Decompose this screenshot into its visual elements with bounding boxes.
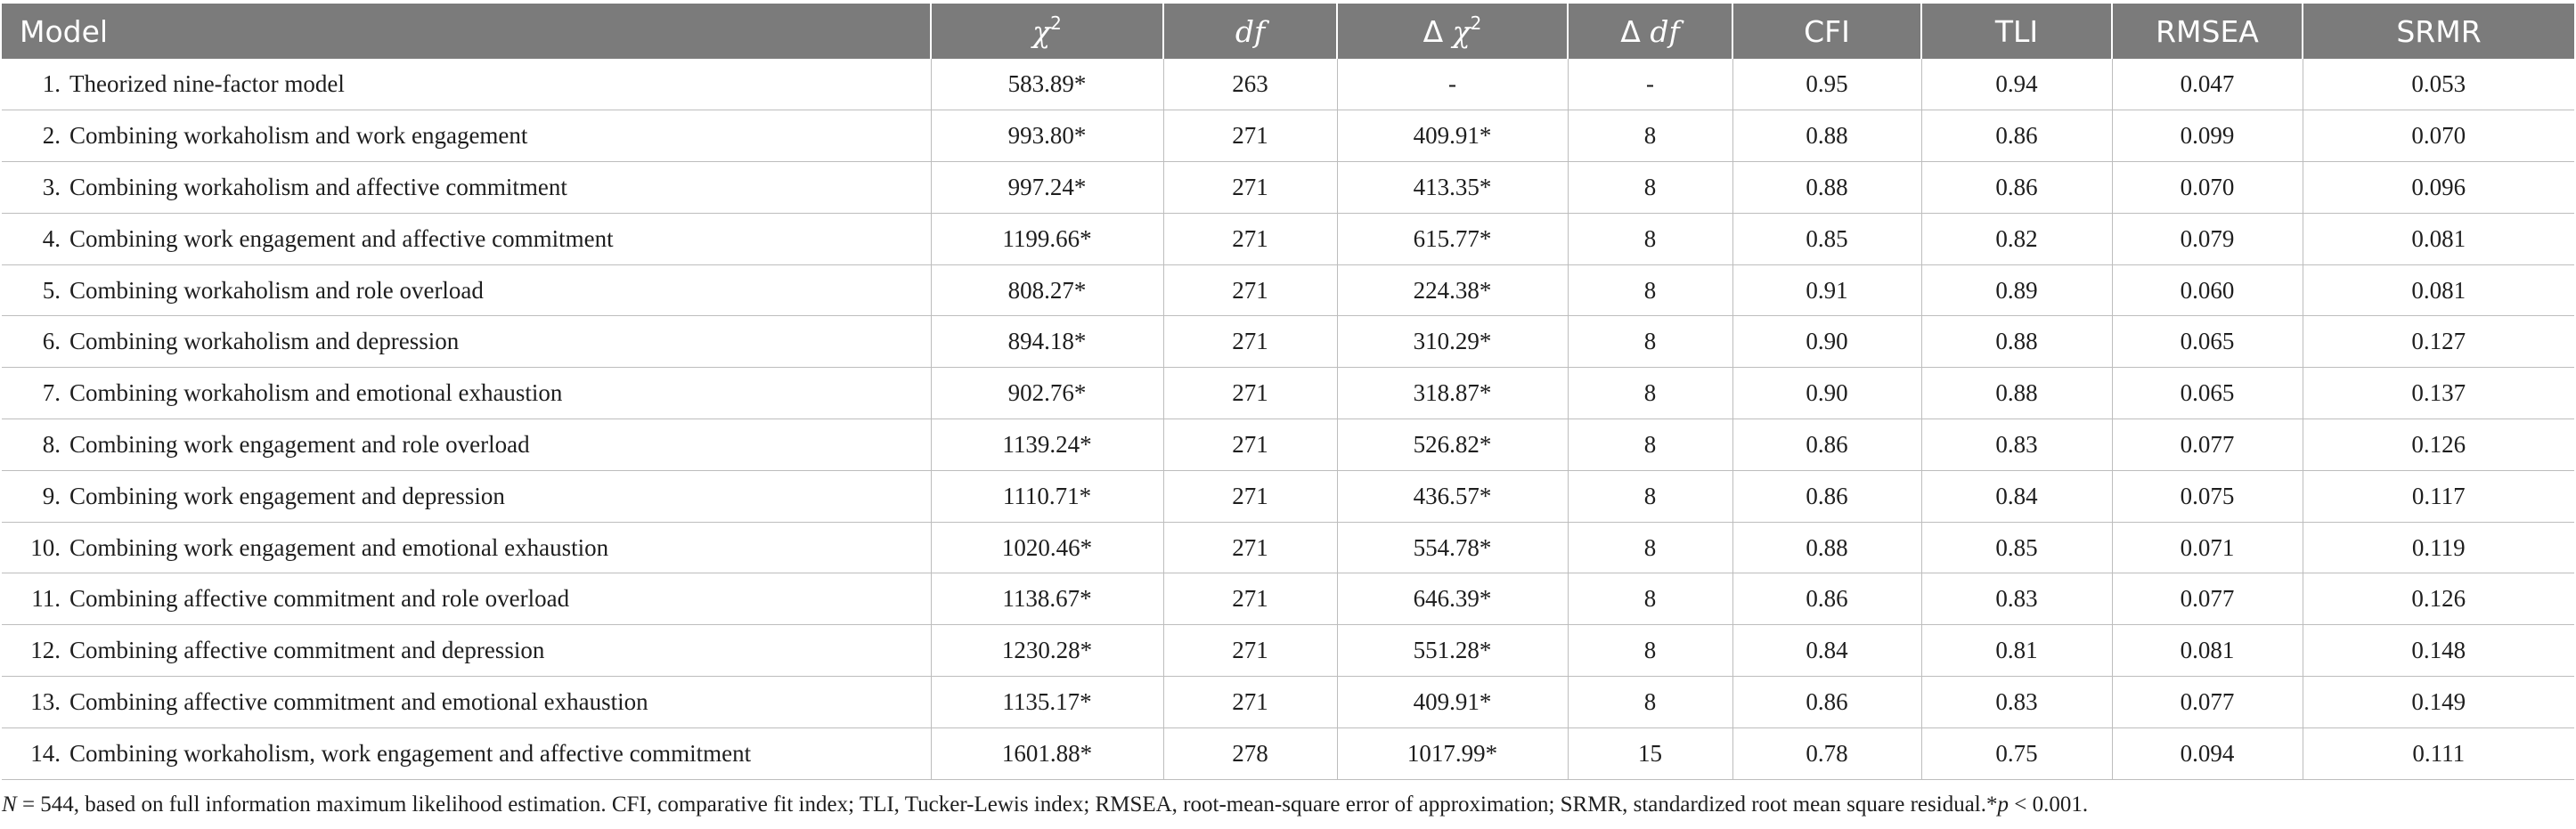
cell-chi-square: 1138.67*	[931, 573, 1163, 625]
cell-cfi: 0.86	[1732, 470, 1921, 522]
cell-rmsea: 0.094	[2112, 727, 2303, 779]
cell-model	[2, 625, 931, 677]
cell-model	[2, 368, 931, 419]
model-name: Theorized nine-factor model	[69, 70, 345, 98]
cell-delta-chi-square: 413.35*	[1337, 162, 1568, 214]
header-rmsea: RMSEA	[2112, 4, 2303, 59]
cell-srmr: 0.117	[2303, 470, 2574, 522]
table-row	[2, 573, 2574, 625]
model-name: Combining affective commitment and emotional exhaustion	[69, 687, 648, 715]
cell-srmr: 0.096	[2303, 162, 2574, 214]
cell-srmr: 0.149	[2303, 677, 2574, 728]
cell-df: 271	[1163, 162, 1337, 214]
row-number: 1.	[42, 70, 61, 98]
cell-tli: 0.94	[1921, 59, 2112, 110]
cell-tli: 0.83	[1921, 419, 2112, 471]
row-number: 7.	[42, 379, 61, 407]
row-number: 6.	[42, 328, 61, 355]
table-row	[2, 368, 2574, 419]
cell-delta-df: 8	[1568, 316, 1732, 368]
cell-df: 263	[1163, 59, 1337, 110]
table-row	[2, 59, 2574, 110]
cell-rmsea: 0.060	[2112, 264, 2303, 316]
cell-delta-df: 8	[1568, 264, 1732, 316]
cell-rmsea: 0.047	[2112, 59, 2303, 110]
cell-rmsea: 0.070	[2112, 162, 2303, 214]
cell-df: 271	[1163, 419, 1337, 471]
cell-delta-df: -	[1568, 59, 1732, 110]
cell-delta-chi-square: 409.91*	[1337, 110, 1568, 162]
cell-cfi: 0.85	[1732, 213, 1921, 264]
table-footnote	[2, 792, 2088, 817]
cell-cfi: 0.90	[1732, 368, 1921, 419]
cell-model	[2, 162, 931, 214]
delta-symbol: Δ	[1620, 13, 1641, 49]
footnote-p-text: < 0.001.	[2009, 792, 2089, 817]
cell-delta-chi-square: 551.28*	[1337, 625, 1568, 677]
header-srmr: SRMR	[2396, 13, 2482, 49]
cell-tli: 0.75	[1921, 727, 2112, 779]
cell-chi-square: 583.89*	[931, 59, 1163, 110]
cell-srmr: 0.053	[2303, 59, 2574, 110]
row-number: 5.	[42, 276, 61, 304]
model-name: Combining workaholism and emotional exhaustion	[69, 379, 563, 407]
model-name: Combining affective commitment and role overload	[69, 585, 570, 613]
cell-cfi: 0.88	[1732, 110, 1921, 162]
cell-delta-chi-square: 526.82*	[1337, 419, 1568, 471]
header-chi-square	[931, 4, 1163, 59]
cell-chi-square: 808.27*	[931, 264, 1163, 316]
table-row	[2, 264, 2574, 316]
cell-tli: 0.85	[1921, 522, 2112, 573]
cell-srmr: 0.081	[2303, 213, 2574, 264]
cell-tli: 0.88	[1921, 368, 2112, 419]
cell-delta-df: 8	[1568, 213, 1732, 264]
row-number: 3.	[42, 173, 61, 200]
cell-model	[2, 419, 931, 471]
header-df	[1163, 4, 1337, 59]
table-row	[2, 110, 2574, 162]
row-number: 13.	[30, 687, 61, 715]
cell-srmr: 0.126	[2303, 419, 2574, 471]
cell-srmr: 0.127	[2303, 316, 2574, 368]
header-delta-df	[1568, 4, 1732, 59]
chi-superscript: 2	[1050, 12, 1062, 34]
cell-srmr: 0.081	[2303, 264, 2574, 316]
cell-cfi: 0.90	[1732, 316, 1921, 368]
cell-model	[2, 264, 931, 316]
cell-chi-square: 1020.46*	[931, 522, 1163, 573]
cell-chi-square: 902.76*	[931, 368, 1163, 419]
row-number: 11.	[31, 585, 61, 613]
cell-chi-square: 1135.17*	[931, 677, 1163, 728]
cell-df: 271	[1163, 470, 1337, 522]
cell-chi-square: 1110.71*	[931, 470, 1163, 522]
table-row	[2, 213, 2574, 264]
cell-model	[2, 213, 931, 264]
model-name: Combining work engagement and affective commitment	[69, 224, 614, 252]
cell-srmr: 0.070	[2303, 110, 2574, 162]
cell-tli: 0.88	[1921, 316, 2112, 368]
header-model: Model	[2, 4, 931, 59]
cell-cfi: 0.86	[1732, 677, 1921, 728]
cell-cfi: 0.88	[1732, 162, 1921, 214]
cell-tli: 0.89	[1921, 264, 2112, 316]
cell-model	[2, 316, 931, 368]
cell-cfi: 0.86	[1732, 419, 1921, 471]
model-name: Combining workaholism, work engagement and affective commitment	[69, 739, 752, 767]
cell-model	[2, 677, 931, 728]
table-row	[2, 162, 2574, 214]
chi-symbol: χ	[1032, 13, 1051, 49]
row-number: 9.	[42, 482, 61, 509]
model-name: Combining work engagement and depression	[69, 482, 505, 509]
cell-delta-chi-square: 318.87*	[1337, 368, 1568, 419]
table-body	[2, 59, 2574, 779]
cell-rmsea: 0.077	[2112, 573, 2303, 625]
cell-model	[2, 59, 931, 110]
row-number: 4.	[42, 224, 61, 252]
cell-tli: 0.84	[1921, 470, 2112, 522]
cell-delta-chi-square: 615.77*	[1337, 213, 1568, 264]
cell-df: 271	[1163, 213, 1337, 264]
cell-chi-square: 894.18*	[931, 316, 1163, 368]
cell-rmsea: 0.071	[2112, 522, 2303, 573]
model-name: Combining workaholism and affective commitment	[69, 173, 567, 200]
header-tli: TLI	[1921, 4, 2112, 59]
cell-delta-chi-square: 409.91*	[1337, 677, 1568, 728]
cell-cfi: 0.91	[1732, 264, 1921, 316]
table-row	[2, 727, 2574, 779]
table-row	[2, 625, 2574, 677]
cell-delta-df: 8	[1568, 522, 1732, 573]
cell-delta-df: 15	[1568, 727, 1732, 779]
cell-delta-chi-square: 436.57*	[1337, 470, 1568, 522]
cell-srmr: 0.111	[2303, 727, 2574, 779]
footnote-n-label: N	[2, 792, 17, 817]
table-row	[2, 522, 2574, 573]
cell-delta-chi-square: 224.38*	[1337, 264, 1568, 316]
cell-df: 271	[1163, 368, 1337, 419]
footnote-main-text: = 544, based on full information maximum likelihood estimation. CFI, comparative fit index; TLI, Tucker-Lewis index; RMSEA, root-mean-square error of approximation; SRMR, standardized root mean square residual.*	[16, 792, 1998, 817]
cell-srmr: 0.148	[2303, 625, 2574, 677]
cell-delta-df: 8	[1568, 162, 1732, 214]
cell-delta-df: 8	[1568, 470, 1732, 522]
cell-delta-df: 8	[1568, 368, 1732, 419]
cell-delta-chi-square: 646.39*	[1337, 573, 1568, 625]
cell-delta-chi-square: -	[1337, 59, 1568, 110]
cell-chi-square: 1601.88*	[931, 727, 1163, 779]
cell-cfi: 0.86	[1732, 573, 1921, 625]
cell-tli: 0.83	[1921, 573, 2112, 625]
cell-chi-square: 1230.28*	[931, 625, 1163, 677]
cell-srmr: 0.119	[2303, 522, 2574, 573]
cell-rmsea: 0.099	[2112, 110, 2303, 162]
cell-delta-df: 8	[1568, 110, 1732, 162]
cell-delta-chi-square: 554.78*	[1337, 522, 1568, 573]
model-name: Combining workaholism and role overload	[69, 276, 484, 304]
delta-symbol: Δ	[1423, 13, 1444, 49]
cell-model	[2, 470, 931, 522]
model-name: Combining workaholism and depression	[69, 328, 460, 355]
model-name: Combining affective commitment and depression	[69, 637, 545, 664]
row-number: 12.	[30, 637, 61, 664]
cell-chi-square: 997.24*	[931, 162, 1163, 214]
cell-rmsea: 0.065	[2112, 368, 2303, 419]
cell-rmsea: 0.075	[2112, 470, 2303, 522]
cell-tli: 0.86	[1921, 110, 2112, 162]
cell-delta-chi-square: 310.29*	[1337, 316, 1568, 368]
model-name: Combining work engagement and role overload	[69, 430, 530, 458]
cell-chi-square: 993.80*	[931, 110, 1163, 162]
table-row	[2, 470, 2574, 522]
table-header-row	[2, 4, 2574, 59]
table-row	[2, 677, 2574, 728]
df-label: df	[1650, 13, 1680, 49]
cell-df: 271	[1163, 522, 1337, 573]
cell-chi-square: 1139.24*	[931, 419, 1163, 471]
cell-model	[2, 522, 931, 573]
cell-delta-df: 8	[1568, 677, 1732, 728]
footnote-p-label: p	[1997, 792, 2009, 817]
cell-df: 271	[1163, 316, 1337, 368]
cell-df: 271	[1163, 677, 1337, 728]
cell-cfi: 0.95	[1732, 59, 1921, 110]
cell-delta-df: 8	[1568, 625, 1732, 677]
cell-srmr: 0.137	[2303, 368, 2574, 419]
cell-df: 271	[1163, 264, 1337, 316]
cell-df: 278	[1163, 727, 1337, 779]
cell-chi-square: 1199.66*	[931, 213, 1163, 264]
model-name: Combining workaholism and work engagement	[69, 122, 528, 150]
cell-rmsea: 0.081	[2112, 625, 2303, 677]
cell-tli: 0.82	[1921, 213, 2112, 264]
cell-model	[2, 573, 931, 625]
cell-cfi: 0.84	[1732, 625, 1921, 677]
model-comparison-table-container	[2, 4, 2574, 780]
cell-df: 271	[1163, 625, 1337, 677]
cell-delta-df: 8	[1568, 573, 1732, 625]
cell-tli: 0.83	[1921, 677, 2112, 728]
table-row	[2, 316, 2574, 368]
chi-superscript: 2	[1470, 12, 1482, 34]
table-row	[2, 419, 2574, 471]
header-cfi: CFI	[1732, 4, 1921, 59]
cell-tli: 0.86	[1921, 162, 2112, 214]
cell-rmsea: 0.077	[2112, 677, 2303, 728]
header-delta-chi-square	[1337, 4, 1568, 59]
cell-srmr: 0.126	[2303, 573, 2574, 625]
cell-df: 271	[1163, 573, 1337, 625]
cell-model	[2, 727, 931, 779]
cell-delta-df: 8	[1568, 419, 1732, 471]
cell-rmsea: 0.077	[2112, 419, 2303, 471]
df-label: df	[1235, 13, 1266, 49]
chi-symbol: χ	[1452, 13, 1471, 49]
cell-rmsea: 0.065	[2112, 316, 2303, 368]
model-name: Combining work engagement and emotional exhaustion	[69, 533, 609, 561]
row-number: 8.	[42, 430, 61, 458]
row-number: 14.	[30, 739, 61, 767]
cell-cfi: 0.88	[1732, 522, 1921, 573]
row-number: 2.	[42, 122, 61, 150]
cell-rmsea: 0.079	[2112, 213, 2303, 264]
cell-df: 271	[1163, 110, 1337, 162]
model-comparison-table	[2, 4, 2574, 780]
cell-tli: 0.81	[1921, 625, 2112, 677]
cell-delta-chi-square: 1017.99*	[1337, 727, 1568, 779]
cell-model	[2, 110, 931, 162]
cell-cfi: 0.78	[1732, 727, 1921, 779]
row-number: 10.	[30, 533, 61, 561]
